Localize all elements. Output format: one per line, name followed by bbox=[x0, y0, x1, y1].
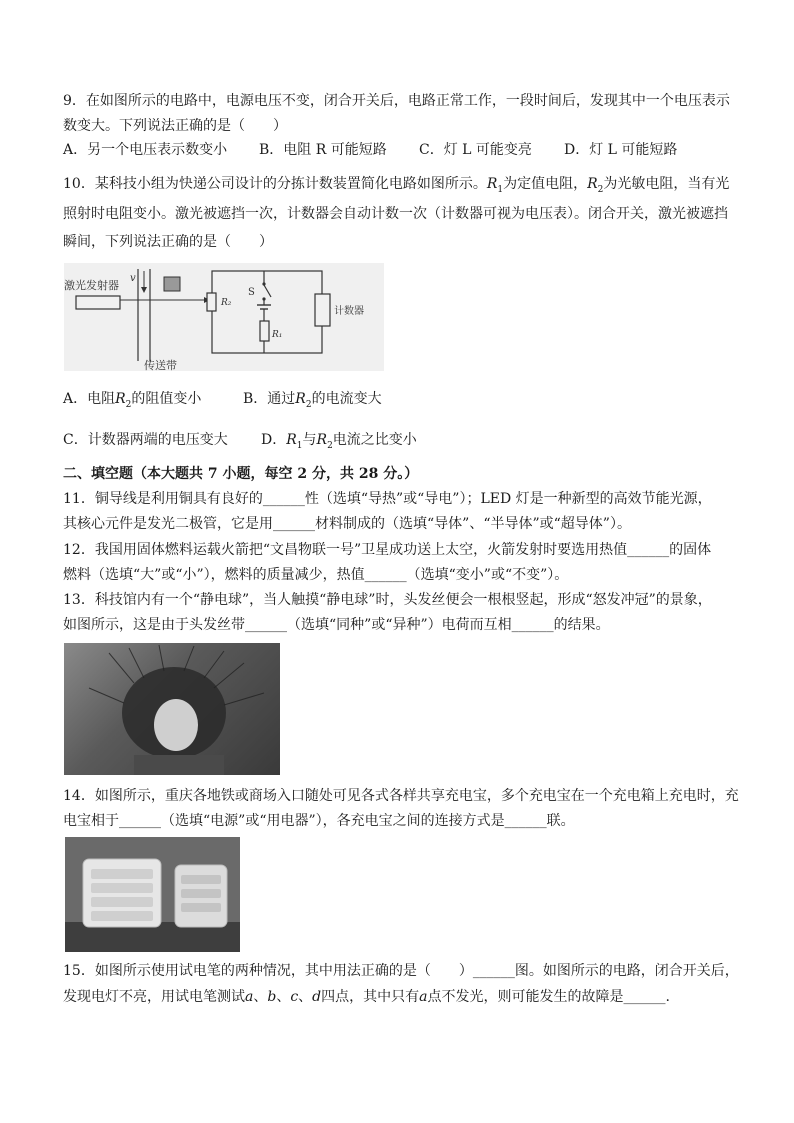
r1-resistor bbox=[260, 321, 269, 341]
q9-option-b: B．电阻 R 可能短路 bbox=[259, 142, 387, 158]
q11-line1: 11．铜导线是利用铜具有良好的______性（选填“导热”或“导电”）；LED 灯是一种新型的高效节能光源， bbox=[63, 491, 712, 507]
laser-emitter-box bbox=[76, 296, 120, 309]
velocity-arrow-head bbox=[141, 287, 147, 293]
section2-title: 二、填空题（本大题共 7 小题，每空 2 分，共 28 分。） bbox=[63, 466, 419, 482]
q10-stem-line3: 瞬间，下列说法正确的是（ ） bbox=[63, 234, 273, 250]
r2-resistor bbox=[207, 293, 216, 311]
q11-line2: 其核心元件是发光二极管，它是用______材料制成的（选填“导体”、“半导体”或“超导体”）。 bbox=[63, 516, 631, 532]
shoulders-shape bbox=[134, 755, 224, 775]
q9-stem-line1: 9．在如图所示的电路中，电源电压不变，闭合开关后，电路正常工作，一段时间后，发现其中一个电压表示 bbox=[63, 93, 730, 109]
q10-option-a: A．电阻$R_2$的阻值变小 bbox=[63, 391, 202, 410]
q10-options-cd bbox=[63, 431, 417, 455]
slot-4 bbox=[91, 911, 153, 921]
q10-options-ab bbox=[63, 390, 382, 414]
package-box bbox=[164, 277, 180, 291]
switch-blade bbox=[264, 285, 271, 297]
laser-label: 激光发射器 bbox=[64, 279, 119, 292]
q12-line2: 燃料（选填“大”或“小”），燃料的质量减少，热值______（选填“变小”或“不变”）。 bbox=[63, 567, 569, 583]
q10-stem-line1: 10．某科技小组为快递公司设计的分拣计数装置简化电路如图所示。$R_1$为定值电阻，$R_2$为光敏电阻，当有光 bbox=[63, 176, 730, 195]
q14-line2: 电宝相于______（选填“电源”或“用电器”），各充电宝之间的连接方式是______联。 bbox=[63, 813, 575, 829]
counter-label: 计数器 bbox=[334, 306, 364, 317]
slot-3 bbox=[91, 897, 153, 907]
q13-static-ball-photo bbox=[64, 643, 280, 775]
slot-1 bbox=[91, 869, 153, 879]
q12-line1: 12．我国用固体燃料运载火箭把“文昌物联一号”卫星成功送上太空，火箭发射时要选用热值______的固体 bbox=[63, 542, 712, 558]
face-shape bbox=[154, 699, 198, 751]
velocity-label: v bbox=[130, 273, 136, 284]
belt-label: 传送带 bbox=[144, 359, 177, 371]
slot-7 bbox=[181, 903, 221, 912]
q15-line1: 15．如图所示使用试电笔的两种情况，其中用法正确的是（ ）______图。如图所示的电路，闭合开关后， bbox=[63, 963, 739, 979]
girl-photo-svg bbox=[64, 643, 280, 775]
q9-option-c: C．灯 L 可能变亮 bbox=[419, 142, 532, 158]
q10-option-d: D．$R_1$与$R_2$电流之比变小 bbox=[261, 432, 417, 451]
q14-power-bank-photo bbox=[65, 837, 240, 952]
r1-label: R₁ bbox=[272, 330, 283, 340]
q15-line2: 发现电灯不亮，用试电笔测试a、b、c、d四点，其中只有a点不发光，则可能发生的故障是______. bbox=[63, 989, 670, 1005]
q10-circuit-diagram bbox=[64, 263, 384, 371]
slot-6 bbox=[181, 889, 221, 898]
circuit-svg bbox=[64, 263, 384, 371]
q9-option-d: D．灯 L 可能短路 bbox=[564, 142, 678, 158]
q13-line2: 如图所示，这是由于头发丝带______（选填“同种”或“异种”）电荷而互相______的结果。 bbox=[63, 617, 610, 633]
q13-line1: 13．科技馆内有一个“静电球”，当人触摸“静电球”时，头发丝便会一根根竖起，形成“怒发冲冠”的景象， bbox=[63, 592, 712, 608]
q9-stem-line2: 数变大。下列说法正确的是（ ） bbox=[63, 118, 287, 134]
slot-2 bbox=[91, 883, 153, 893]
q10-stem-line2: 照射时电阻变小。激光被遮挡一次，计数器会自动计数一次（计数器可视为电压表）。闭合开关，激光被遮挡 bbox=[63, 206, 728, 222]
switch-label: S bbox=[248, 287, 255, 298]
q10-option-c: C．计数器两端的电压变大 bbox=[63, 432, 228, 448]
power-bank-svg bbox=[65, 837, 240, 952]
q9-option-a: A．另一个电压表示数变小 bbox=[63, 142, 228, 158]
q9-options bbox=[63, 141, 677, 159]
r2-label: R₂ bbox=[221, 298, 232, 308]
slot-5 bbox=[181, 875, 221, 884]
counter-box bbox=[315, 294, 330, 326]
q14-line1: 14．如图所示，重庆各地铁或商场入口随处可见各式各样共享充电宝，多个充电宝在一个充电箱上充电时，充 bbox=[63, 788, 739, 804]
q10-option-b: B．通过$R_2$的电流变大 bbox=[243, 391, 382, 410]
